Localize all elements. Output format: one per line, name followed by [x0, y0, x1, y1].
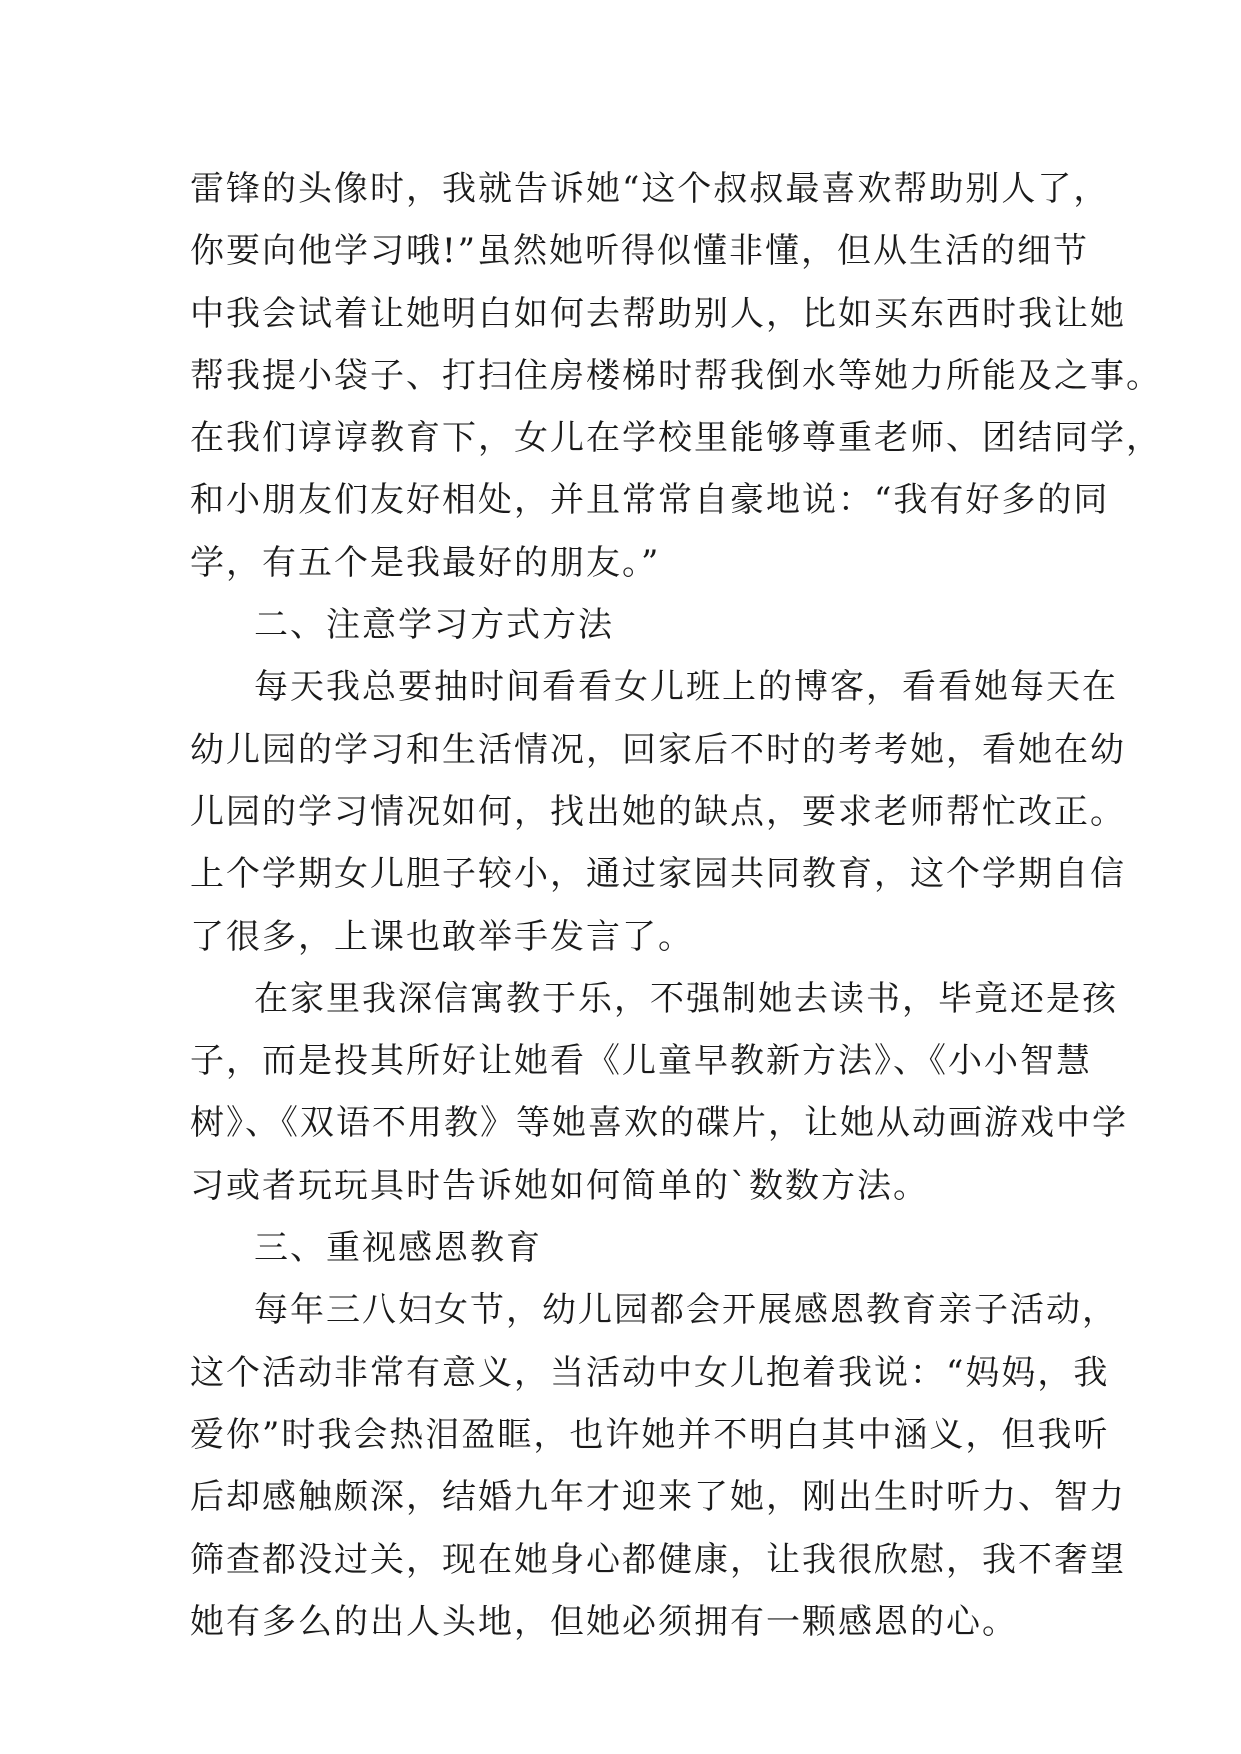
- text-line: 雷锋的头像时，我就告诉她“这个叔叔最喜欢帮助别人了，: [190, 169, 1110, 209]
- text-line: 帮我提小袋子、打扫住房楼梯时帮我倒水等她力所能及之事。: [190, 355, 1162, 396]
- text-line: 后却感触颇深，结婚九年才迎来了她，刚出生时听力、智力: [190, 1477, 1126, 1518]
- document-body: [190, 158, 1162, 1653]
- text-line: 她有多么的出人头地，但她必须拥有一颗感恩的心。: [190, 1601, 1018, 1642]
- text-line: 上个学期女儿胆子较小，通过家园共同教育，这个学期自信: [190, 854, 1126, 895]
- text-line: 儿园的学习情况如何，找出她的缺点，要求老师帮忙改正。: [190, 791, 1126, 832]
- text-line: 每天我总要抽时间看看女儿班上的博客，看看她每天在: [254, 667, 1118, 708]
- text-line: 和小朋友们友好相处，并且常常自豪地说：“我有好多的同: [190, 480, 1110, 521]
- text-line: 筛查都没过关，现在她身心都健康，让我很欣慰，我不奢望: [190, 1539, 1126, 1580]
- text-line: 爱你”时我会热泪盈眶，也许她并不明白其中涵义，但我听: [190, 1414, 1110, 1455]
- text-line: 在家里我深信寓教于乐，不强制她去读书，毕竟还是孩: [254, 978, 1118, 1019]
- text-line: 子，而是投其所好让她看《儿童早教新方法》、《小小智慧: [190, 1041, 1092, 1082]
- text-line: 中我会试着让她明白如何去帮助别人，比如买东西时我让她: [190, 293, 1126, 334]
- text-line: 习或者玩玩具时告诉她如何简单的`数数方法。: [190, 1165, 929, 1206]
- text-line: 二、注意学习方式方法: [254, 605, 614, 646]
- text-line: 树》、《双语不用教》等她喜欢的碟片，让她从动画游戏中学: [190, 1103, 1128, 1144]
- text-line: 你要向他学习哦!”虽然她听得似懂非懂，但从生活的细节: [190, 231, 1090, 272]
- text-line: 这个活动非常有意义，当活动中女儿抱着我说：“妈妈，我: [190, 1352, 1110, 1393]
- text-line: 了很多，上课也敢举手发言了。: [190, 916, 694, 957]
- text-line: 三、重视感恩教育: [254, 1228, 542, 1269]
- text-line: 幼儿园的学习和生活情况，回家后不时的考考她，看她在幼: [190, 729, 1126, 770]
- text-line: 每年三八妇女节，幼儿园都会开展感恩教育亲子活动，: [254, 1290, 1118, 1331]
- text-line: 在我们谆谆教育下，女儿在学校里能够尊重老师、团结同学，: [190, 418, 1162, 459]
- text-line: 学，有五个是我最好的朋友。”: [190, 542, 661, 583]
